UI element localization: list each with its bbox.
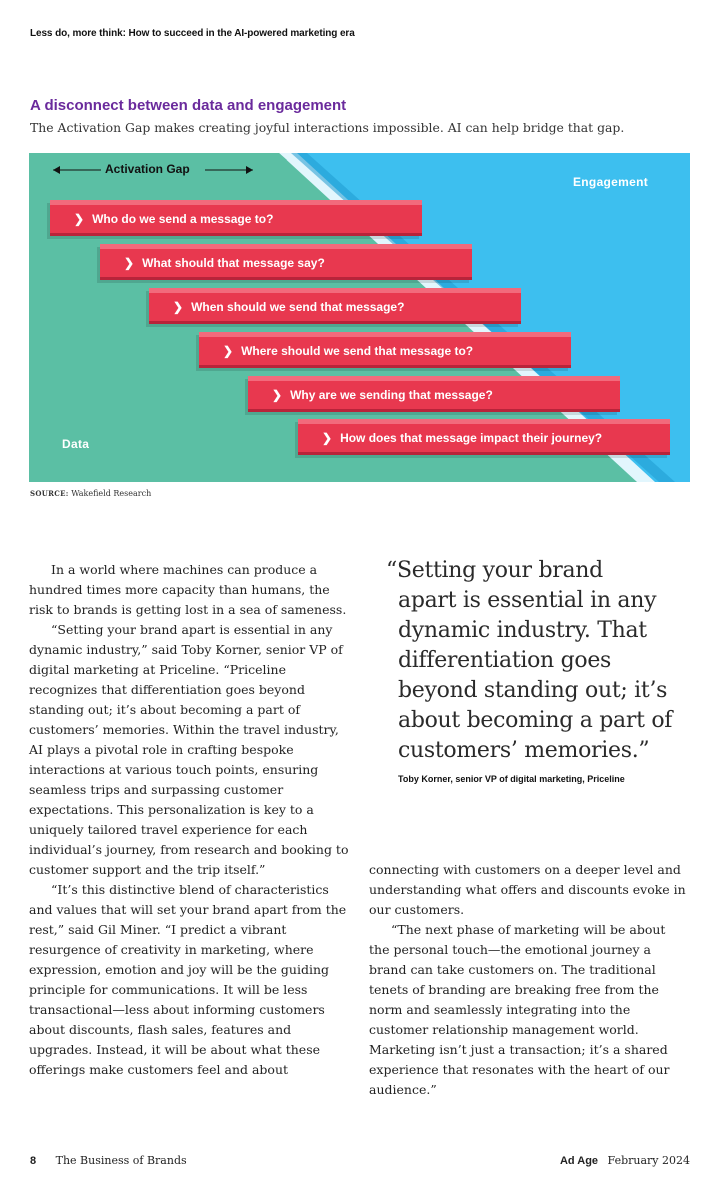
issue-date: February 2024 bbox=[607, 1154, 690, 1167]
question-text: Who do we send a message to? bbox=[92, 212, 274, 226]
data-label: Data bbox=[62, 437, 90, 451]
pull-quote-line: dynamic industry. That bbox=[398, 618, 647, 643]
question-text: How does that message impact their journey? bbox=[340, 431, 603, 445]
chevron-right-icon: ❯ bbox=[74, 212, 85, 226]
data-area-top bbox=[29, 153, 287, 160]
chevron-right-icon: ❯ bbox=[272, 388, 283, 402]
body-column-right bbox=[369, 860, 689, 1100]
section-subtitle: The Activation Gap makes creating joyful interactions impossible. AI can help bridge that gap. bbox=[30, 120, 625, 135]
chevron-right-icon: ❯ bbox=[124, 256, 135, 270]
footer-right bbox=[560, 1154, 690, 1167]
body-column-left bbox=[29, 560, 351, 1080]
section-title: A disconnect between data and engagement bbox=[30, 97, 347, 114]
pull-quote-line: about becoming a part of bbox=[398, 708, 673, 733]
engagement-label: Engagement bbox=[573, 175, 649, 189]
chevron-right-icon: ❯ bbox=[223, 344, 234, 358]
activation-gap-label: Activation Gap bbox=[105, 162, 190, 176]
question-bar bbox=[100, 244, 472, 280]
body-paragraph: “Setting your brand apart is essential in any dynamic industry,” said Toby Korner, senior VP of digital marketing at Priceline. “Priceline recognizes that differentiation goes beyond standing out; it’s about becoming a part of customers’ memories. Within the travel industry, AI plays a pivotal role in crafting bespoke interactions at various touch points, ensuring seamless trips and surpassing customer expectations. This personalization is key to a uniquely tailored travel experience for each individual’s journey, from research and booking to customer support and the trip itself.” bbox=[29, 622, 349, 877]
body-paragraph: “It’s this distinctive blend of characteristics and values that will set your brand apart from the rest,” said Gil Miner. “I predict a vibrant resurgence of creativity in marketing, where expression, emotion and joy will be the guiding principle for communications. It will be less transactional—less about informing customers about discounts, flash sales, features and upgrades. Instead, it will be about what these offerings make customers feel and about bbox=[29, 882, 347, 1077]
footer-left bbox=[30, 1154, 187, 1167]
question-bar bbox=[248, 376, 620, 412]
body-paragraph: “The next phase of marketing will be about the personal touch—the emotional journey a brand can take customers on. The traditional tenets of branding are breaking free from the norm and seamlessly integrating into the customer relationship management world. Marketing isn’t just a transaction; it’s a shared experience that resonates with the heart of our audience.” bbox=[369, 922, 670, 1097]
page-number: 8 bbox=[30, 1155, 37, 1167]
activation-gap-infographic bbox=[29, 153, 690, 482]
question-bar bbox=[50, 200, 422, 236]
pull-quote bbox=[386, 556, 696, 766]
pull-quote-attribution: Toby Korner, senior VP of digital marketing, Priceline bbox=[398, 774, 625, 784]
pull-quote-line: apart is essential in any bbox=[398, 588, 657, 613]
body-paragraph: connecting with customers on a deeper level and understanding what offers and discounts evoke in our customers. bbox=[369, 862, 686, 917]
running-head: Less do, more think: How to succeed in the AI-powered marketing era bbox=[30, 28, 355, 39]
chevron-right-icon: ❯ bbox=[322, 431, 333, 445]
pull-quote-line: differentiation goes bbox=[398, 648, 612, 673]
question-text: What should that message say? bbox=[142, 256, 325, 270]
brand-logo: Ad Age bbox=[559, 1155, 599, 1167]
question-text: Why are we sending that message? bbox=[290, 388, 493, 402]
pull-quote-line: “Setting your brand bbox=[386, 558, 603, 583]
question-text: When should we send that message? bbox=[191, 300, 405, 314]
chevron-right-icon: ❯ bbox=[173, 300, 184, 314]
pull-quote-line: beyond standing out; it’s bbox=[398, 678, 668, 703]
page-footer bbox=[30, 1154, 690, 1167]
source-note bbox=[30, 489, 151, 498]
question-bar bbox=[149, 288, 521, 324]
source-text: Wakefield Research bbox=[71, 489, 152, 498]
question-bar bbox=[199, 332, 571, 368]
body-paragraph: In a world where machines can produce a hundred times more capacity than humans, the risk to brands is getting lost in a sea of sameness. bbox=[29, 562, 347, 617]
publication-name: The Business of Brands bbox=[55, 1154, 187, 1167]
pull-quote-line: customers’ memories.” bbox=[398, 738, 650, 763]
question-bar bbox=[298, 419, 670, 455]
question-text: Where should we send that message to? bbox=[241, 344, 474, 358]
source-label: SOURCE: bbox=[30, 489, 69, 498]
